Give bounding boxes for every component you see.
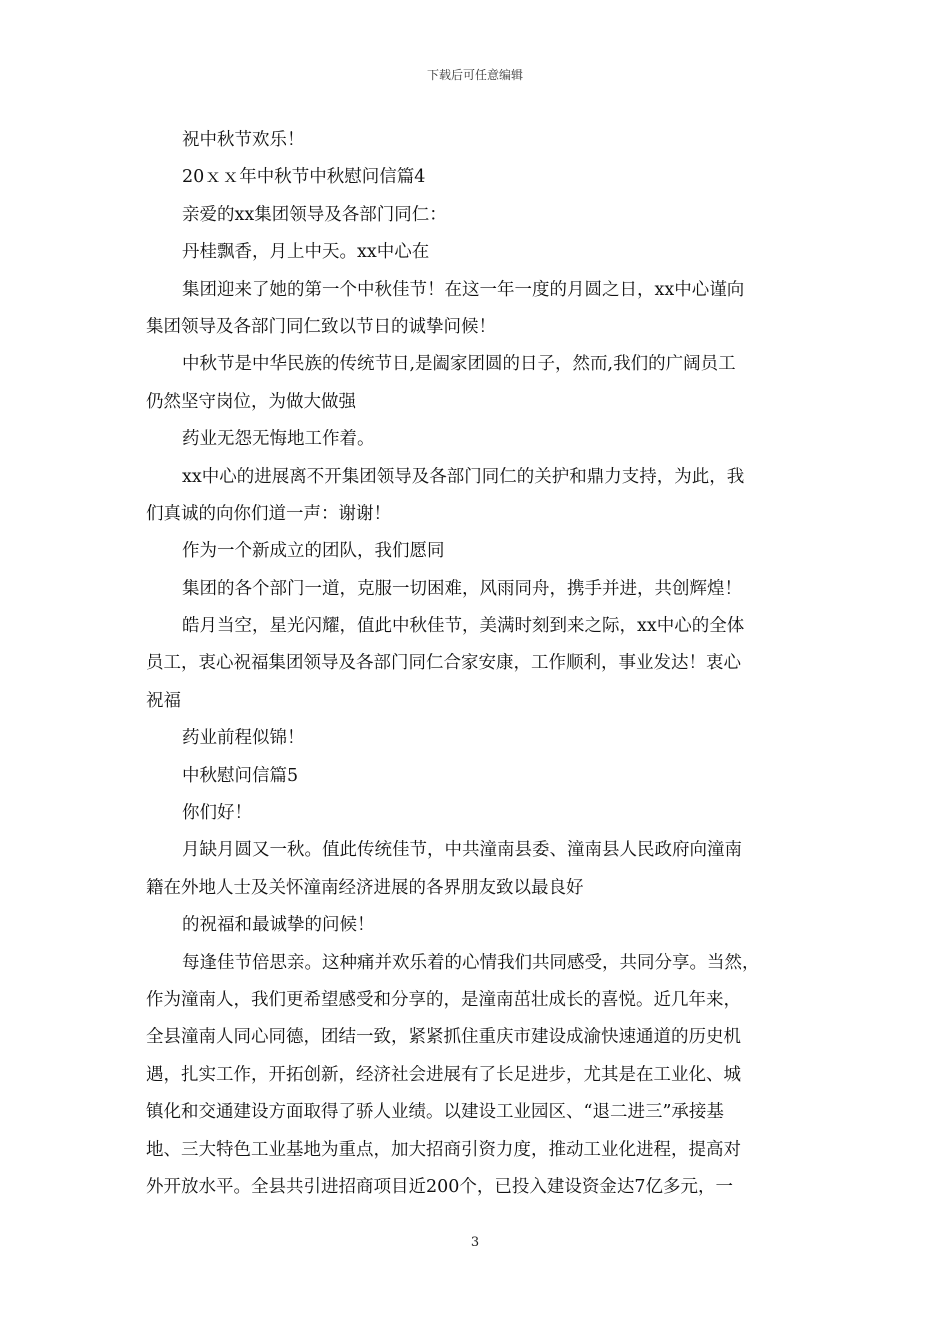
text-line: 仍然坚守岗位，为做大做强 (146, 391, 356, 412)
text-line: 遇，扎实工作，开拓创新，经济社会进展有了长足进步，尤其是在工业化、城 (146, 1064, 741, 1085)
text-line: 祝福 (146, 690, 181, 711)
text-line: 药业前程似锦！ (182, 728, 305, 749)
text-line: 皓月当空，星光闪耀，值此中秋佳节，美满时刻到来之际，xx中心的全体 (182, 616, 745, 637)
text-line: xx中心的进展离不开集团领导及各部门同仁的关护和鼎力支持，为此，我 (182, 466, 745, 487)
text-line: 每逢佳节倍思亲。这种痛并欢乐着的心情我们共同感受，共同分享。当然， (182, 952, 760, 973)
section-heading: 20ｘｘ年中秋节中秋慰问信篇4 (182, 167, 426, 188)
page-header: 下载后可任意编辑 (426, 68, 523, 82)
text-line: 地、三大特色工业基地为重点，加大招商引资力度，推动工业化进程，提高对 (146, 1139, 741, 1160)
text-line: 集团领导及各部门同仁致以节日的诚挚问候！ (146, 316, 496, 337)
text-line: 员工，衷心祝福集团领导及各部门同仁合家安康，工作顺利，事业发达！衷心 (146, 653, 741, 674)
text-line: 祝中秋节欢乐！ (182, 130, 305, 150)
text-line: 的祝福和最诚挚的问候！ (182, 915, 375, 936)
page-number: 3 (470, 1235, 480, 1250)
text-line: 中秋节是中华民族的传统节日,是阖家团圆的日子，然而,我们的广阔员工 (182, 354, 736, 375)
text-line: 外开放水平。全县共引进招商项目近200个，已投入建设资金达7亿多元，一 (146, 1176, 734, 1197)
text-line: 月缺月圆又一秋。值此传统佳节，中共潼南县委、潼南县人民政府向潼南 (182, 840, 742, 861)
text-line: 集团的各个部门一道，克服一切困难，风雨同舟，携手并进，共创辉煌！ (182, 578, 742, 599)
document-body (146, 122, 808, 1206)
text-line: 作为潼南人，我们更希望感受和分享的，是潼南茁壮成长的喜悦。近几年来， (146, 989, 741, 1010)
text-line: 作为一个新成立的团队，我们愿同 (182, 541, 445, 562)
text-line: 镇化和交通建设方面取得了骄人业绩。以建设工业园区、“退二进三”承接基 (146, 1102, 724, 1123)
text-line: 全县潼南人同心同德，团结一致，紧紧抓住重庆市建设成渝快速通道的历史机 (146, 1027, 741, 1048)
text-line: 药业无怨无悔地工作着。 (182, 429, 375, 450)
section-heading: 中秋慰问信篇5 (182, 765, 299, 786)
salutation: 亲爱的xx集团领导及各部门同仁： (182, 204, 447, 225)
salutation: 你们好！ (182, 803, 252, 824)
text-line: 籍在外地人士及关怀潼南经济进展的各界朋友致以最良好 (146, 877, 584, 898)
text-line: 丹桂飘香，月上中天。xx中心在 (182, 242, 430, 263)
text-line: 们真诚的向你们道一声：谢谢！ (146, 503, 391, 524)
text-line: 集团迎来了她的第一个中秋佳节！在这一年一度的月圆之日，xx中心谨向 (182, 279, 745, 300)
